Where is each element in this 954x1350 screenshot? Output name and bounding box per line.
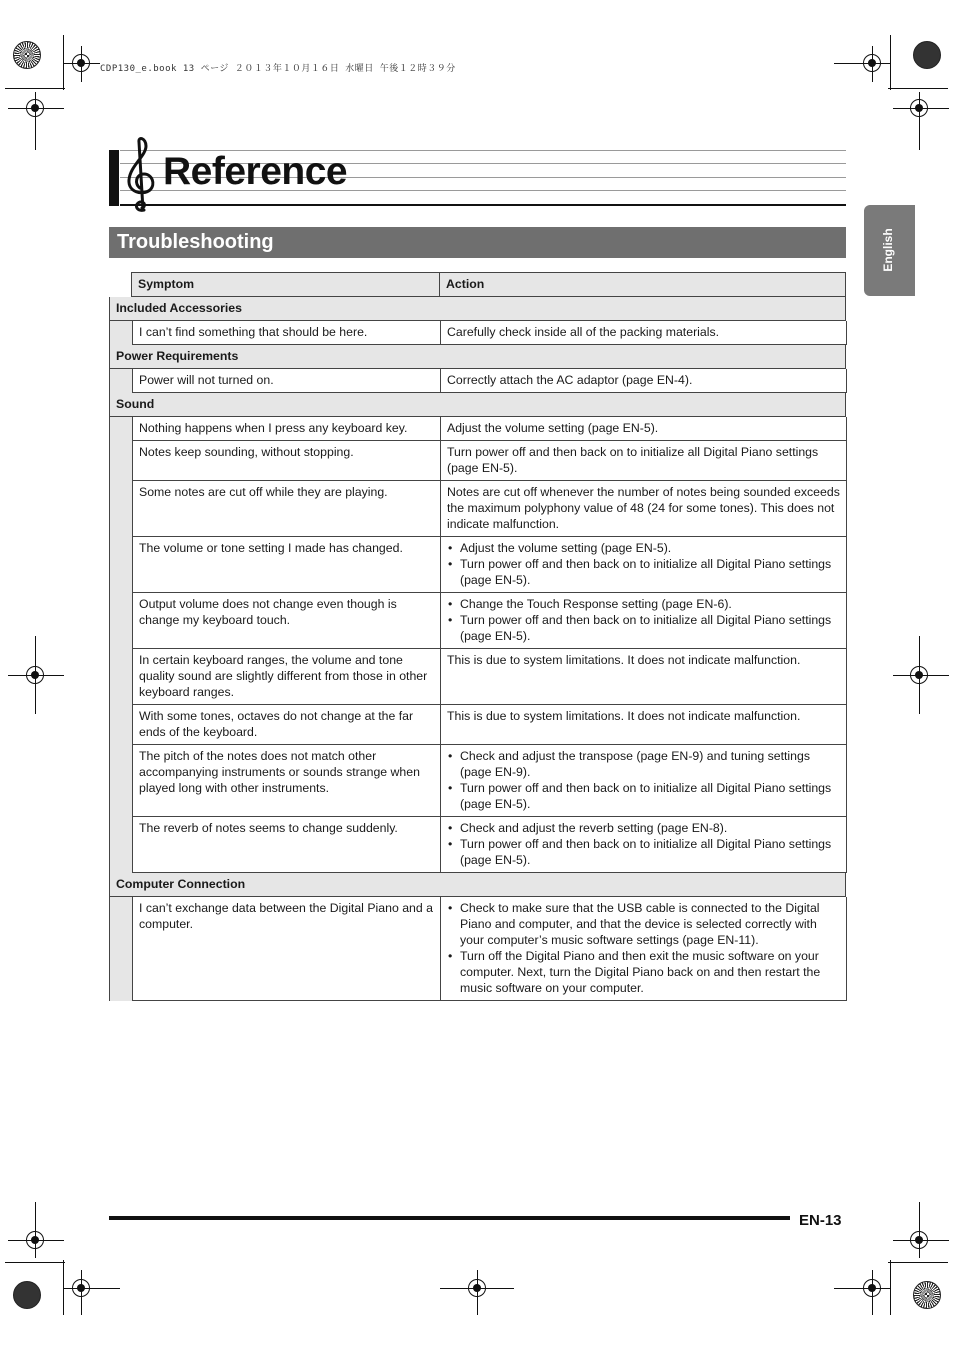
action-bullet: • Check and adjust the reverb setting (page EN-8). [447, 820, 840, 836]
action-bullet: • Turn off the Digital Piano and then exit the music software on your computer. Next, turn the Digital Piano back on and then restart the music software on your computer. [447, 948, 840, 996]
symptom-cell: In certain keyboard ranges, the volume and tone quality sound are slightly different from those in other keyboard ranges. [132, 649, 441, 705]
symptom-cell: I can’t exchange data between the Digital Piano and a computer. [132, 897, 441, 1001]
action-bullet: • Turn power off and then back on to initialize all Digital Piano settings (page EN-5). [447, 612, 840, 644]
table-row [109, 537, 846, 593]
section-header [109, 227, 846, 258]
symptom-cell: Some notes are cut off while they are playing. [132, 481, 441, 537]
action-cell [441, 817, 847, 873]
category-row: Included Accessories [109, 297, 846, 321]
action-bullet: • Turn power off and then back on to initialize all Digital Piano settings (page EN-5). [447, 836, 840, 868]
section-title: Troubleshooting [117, 231, 274, 253]
table-row [109, 593, 846, 649]
action-bullet: • Check to make sure that the USB cable is connected to the Digital Piano and computer, and that the device is selected correctly with your computer’s music software settings (page EN-11). [447, 900, 840, 948]
table-row [109, 369, 846, 393]
symptom-cell: Notes keep sounding, without stopping. [132, 441, 441, 481]
symptom-cell: With some tones, octaves do not change at the far ends of the keyboard. [132, 705, 441, 745]
page-title: Reference [163, 150, 348, 193]
action-cell: Turn power off and then back on to initialize all Digital Piano settings (page EN-5). [441, 441, 847, 481]
symptom-cell: Power will not turned on. [132, 369, 441, 393]
action-bullet: • Check and adjust the transpose (page EN-9) and tuning settings (page EN-9). [447, 748, 840, 780]
footer-rule [109, 1216, 790, 1220]
table-row [109, 705, 846, 745]
action-cell [441, 745, 847, 817]
symptom-cell: The reverb of notes seems to change suddenly. [132, 817, 441, 873]
table-row [109, 441, 846, 481]
category-row: Computer Connection [109, 873, 846, 897]
action-cell: Adjust the volume setting (page EN-5). [441, 417, 847, 441]
table-row [109, 649, 846, 705]
action-cell [441, 593, 847, 649]
table-row [109, 481, 846, 537]
action-cell: This is due to system limitations. It does not indicate malfunction. [441, 649, 847, 705]
category-row: Power Requirements [109, 345, 846, 369]
action-cell [441, 537, 847, 593]
table-row [109, 417, 846, 441]
action-bullet: • Turn power off and then back on to initialize all Digital Piano settings (page EN-5). [447, 556, 840, 588]
action-cell: Correctly attach the AC adaptor (page EN-4). [441, 369, 847, 393]
page-number: EN-13 [799, 1212, 842, 1229]
table-row [109, 321, 846, 345]
action-bullet: • Change the Touch Response setting (page EN-6). [447, 596, 840, 612]
symptom-cell: The volume or tone setting I made has changed. [132, 537, 441, 593]
action-cell [441, 897, 847, 1001]
action-cell: Carefully check inside all of the packing materials. [441, 321, 847, 345]
treble-clef-icon [122, 136, 162, 216]
title-bar-marker [109, 150, 119, 206]
table-row [109, 897, 846, 1001]
table-row [109, 817, 846, 873]
symptom-cell: Nothing happens when I press any keyboard key. [132, 417, 441, 441]
language-tab [864, 205, 915, 296]
book-header-note: CDP130_e.book 13 ページ ２０１３年１０月１６日 水曜日 午後１２時３９分 [100, 64, 456, 74]
header-action: Action [440, 272, 846, 297]
category-row: Sound [109, 393, 846, 417]
symptom-cell: I can’t find something that should be here. [132, 321, 441, 345]
action-cell: This is due to system limitations. It does not indicate malfunction. [441, 705, 847, 745]
symptom-cell: The pitch of the notes does not match other accompanying instruments or sounds strange when played long with other instruments. [132, 745, 441, 817]
language-tab-label: English [881, 228, 895, 272]
header-symptom: Symptom [131, 272, 440, 297]
symptom-cell: Output volume does not change even though is change my keyboard touch. [132, 593, 441, 649]
action-cell: Notes are cut off whenever the number of notes being sounded exceeds the maximum polyphony value of 48 (24 for some tones). This does not indicate malfunction. [441, 481, 847, 537]
table-row [109, 745, 846, 817]
action-bullet: • Adjust the volume setting (page EN-5). [447, 540, 840, 556]
table-header-row [109, 272, 846, 297]
troubleshooting-table [109, 272, 846, 1001]
action-bullet: • Turn power off and then back on to initialize all Digital Piano settings (page EN-5). [447, 780, 840, 812]
